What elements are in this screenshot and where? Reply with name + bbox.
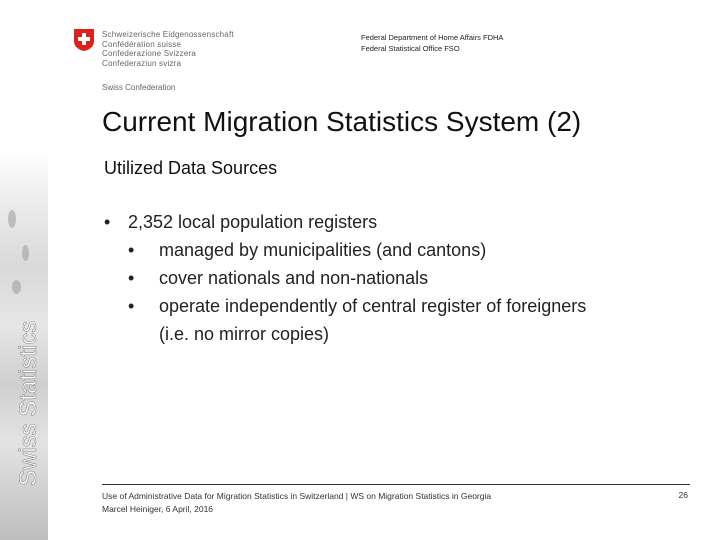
org-name: Confédération suisse (102, 39, 182, 49)
org-name: Schweizerische Eidgenossenschaft (102, 30, 234, 39)
footer-divider (102, 484, 690, 485)
sub-bullet-item (104, 264, 586, 292)
org-name: Confederaziun svizra (102, 58, 182, 68)
photo-figure (22, 245, 29, 261)
brand-vertical-text: Swiss Statistics (15, 320, 42, 486)
sub-bullet-item (104, 236, 586, 264)
sub-bullet-text: cover nationals and non-nationals (159, 268, 429, 288)
bullet-list (104, 208, 586, 348)
footer-line-2: Marcel Heiniger, 6 April, 2016 (102, 504, 214, 514)
page-number: 26 (678, 490, 688, 500)
slide-subtitle: Utilized Data Sources (104, 158, 278, 178)
swiss-confederation-label: Swiss Confederation (102, 83, 176, 92)
photo-figure (8, 210, 16, 228)
bullet-dot: • (128, 296, 135, 316)
swiss-statistics-vertical-logo (2, 300, 44, 490)
sub-bullet-item (104, 292, 586, 320)
photo-figure (12, 280, 21, 294)
confederation-names (102, 30, 234, 68)
department-block (361, 32, 503, 54)
footer-line-1: Use of Administrative Data for Migration Statistics in Switzerland | WS on Migration Statistics in Georgia (102, 491, 492, 501)
bullet-dot: • (128, 240, 135, 260)
bullet-dot: • (104, 212, 111, 232)
department-name: Federal Department of Home Affairs FDHA (361, 33, 504, 42)
sub-bullet-text: operate independently of central register of foreigners (159, 296, 587, 316)
footer-text (102, 490, 491, 516)
bullet-dot: • (128, 268, 135, 288)
slide-title: Current Migration Statistics System (2) (102, 106, 582, 137)
bullet-text: 2,352 local population registers (128, 212, 378, 232)
org-name: Confederazione Svizzera (102, 49, 196, 58)
sub-bullet-text: managed by municipalities (and cantons) (159, 240, 487, 260)
bullet-item (104, 208, 586, 236)
office-name: Federal Statistical Office FSO (361, 44, 460, 53)
swiss-flag-icon (72, 28, 96, 52)
sub-bullet-continuation: (i.e. no mirror copies) (159, 324, 330, 344)
